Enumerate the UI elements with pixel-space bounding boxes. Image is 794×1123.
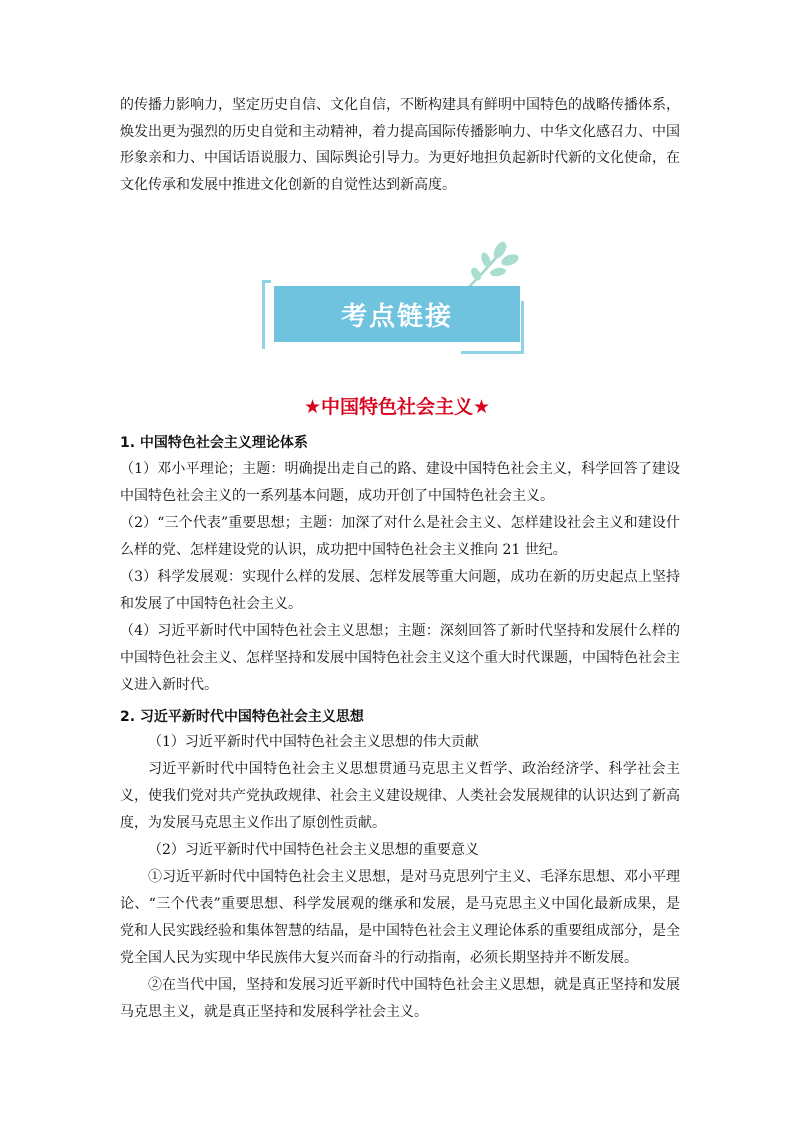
part2-paragraph-3: ②在当代中国，坚持和发展习近平新时代中国特色社会主义思想，就是真正坚持和发展马克思主义，就是真正坚持和发展科学社会主义。 [120,977,680,1020]
part2-subheading-1: （1）习近平新时代中国特色社会主义思想的伟大贡献 [148,734,479,750]
part2-paragraph-2: ①习近平新时代中国特色社会主义思想，是对马克思列宁主义、毛泽东思想、邓小平理论、“三个代表”重要思想、科学发展观的继承和发展，是马克思主义中国化最新成果，是党和人民实践经验和集体智慧的结晶，是中国特色社会主义理论体系的重要组成部分，是全党全国人民为实现中华民族伟大复兴而奋斗的行动指南，必须长期坚持并不断发展。 [120,869,680,966]
intro-paragraph: 的传播力影响力，坚定历史自信、文化自信，不断构建具有鲜明中国特色的战略传播体系，焕发出更为强烈的历史自觉和主动精神，着力提高国际传播影响力、中华文化感召力、中国形象亲和力、中国话语说服力、国际舆论引导力。为更好地担负起新时代新的文化使命，在文化传承和发展中推进文化创新的自觉性达到新高度。 [120,97,680,193]
list-item: （1）邓小平理论；主题：明确提出走自己的路、建设中国特色社会主义，科学回答了建设中国特色社会主义的一系列基本问题，成功开创了中国特色社会主义。 [120,461,680,504]
part2-paragraph-1: 习近平新时代中国特色社会主义思想贯通马克思主义哲学、政治经济学、科学社会主义，使我们党对共产党执政规律、社会主义建设规律、人类社会发展规律的认识达到了新高度，为发展马克思主义作出了原创性贡献。 [120,761,680,831]
banner-box [274,286,520,342]
list-item: （4）习近平新时代中国特色社会主义思想；主题：深刻回答了新时代坚持和发展什么样的中国特色社会主义、怎样坚持和发展中国特色社会主义这个重大时代课题，中国特色社会主义进入新时代。 [120,623,680,693]
part2-heading: 2. 习近平新时代中国特色社会主义思想 [120,709,364,725]
banner-title: 考点链接 [340,301,453,332]
list-item: （3）科学发展观：实现什么样的发展、怎样发展等重大问题，成功在新的历史起点上坚持和发展了中国特色社会主义。 [120,569,680,612]
part1-heading: 1. 中国特色社会主义理论体系 [120,435,308,451]
list-item: （2）“三个代表”重要思想；主题：加深了对什么是社会主义、怎样建设社会主义和建设什么样的党、怎样建设党的认识，成功把中国特色社会主义推向 21 世纪。 [120,515,680,558]
section-banner [262,238,532,358]
part2-subheading-2: （2）习近平新时代中国特色社会主义思想的重要意义 [148,842,479,858]
section-title: ★中国特色社会主义★ [303,396,491,418]
